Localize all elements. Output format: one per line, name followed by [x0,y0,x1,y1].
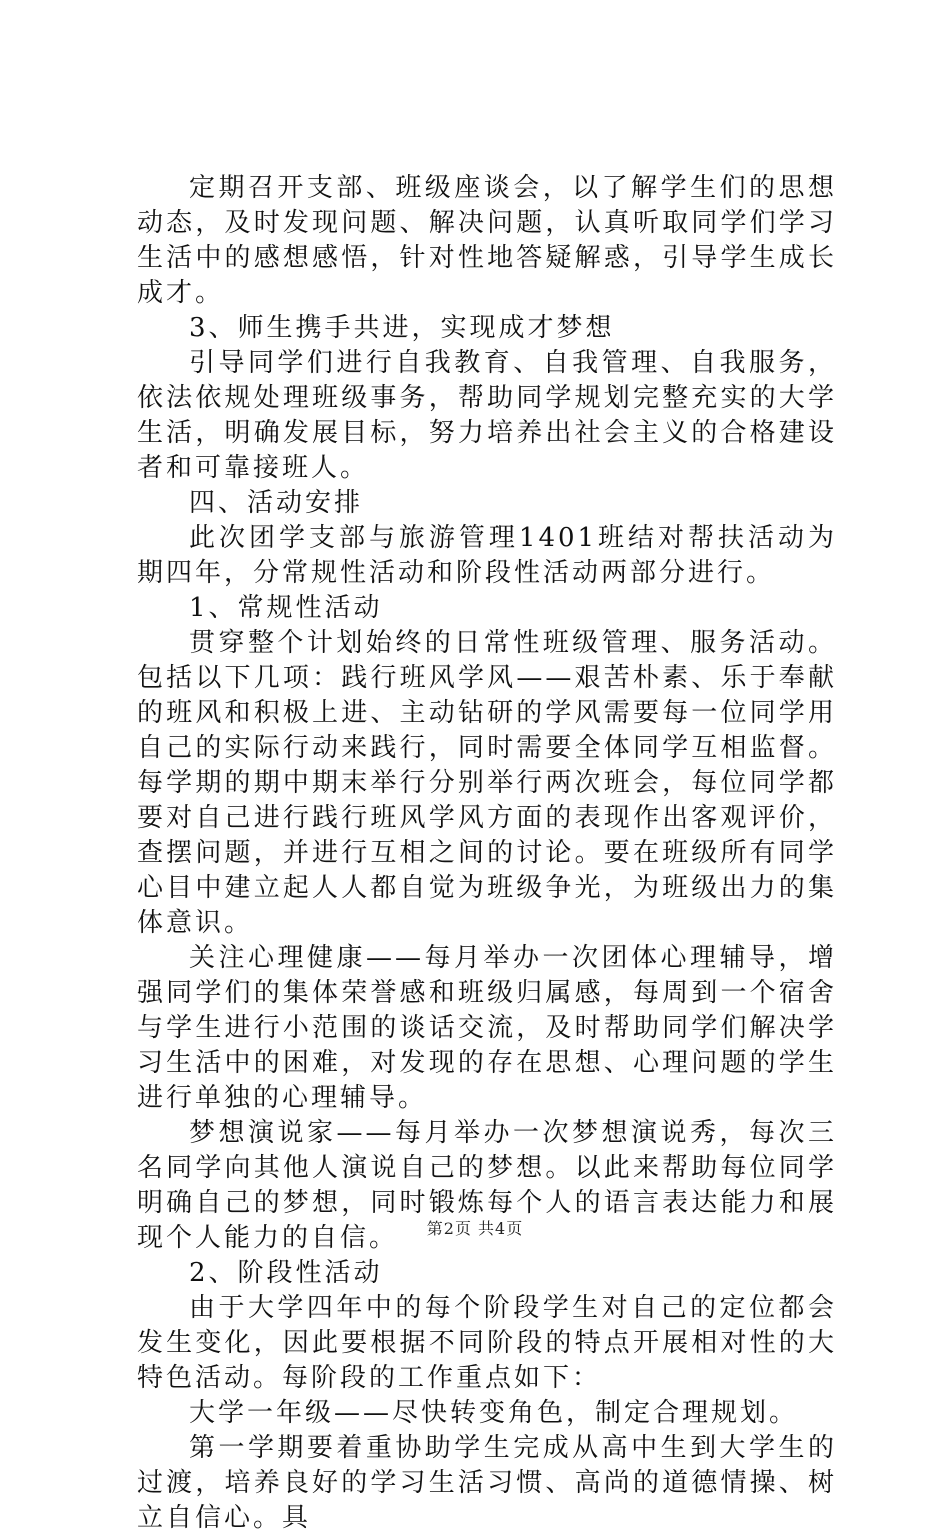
paragraph: 贯穿整个计划始终的日常性班级管理、服务活动。包括以下几项：践行班风学风——艰苦朴素、乐于奉献的班风和积极上进、主动钻研的学风需要每一位同学用自己的实际行动来践行，同时需要全体同学互相监督。每学期的期中期末举行分别举行两次班会，每位同学都要对自己进行践行班风学风方面的表现作出客观评价，查摆问题，并进行互相之间的讨论。要在班级所有同学心目中建立起人人都自觉为班级争光，为班级出力的集体意识。 [137,628,837,938]
document-body [137,171,837,1536]
section-heading: 3、师生携手共进，实现成才梦想 [189,313,615,343]
paragraph: 由于大学四年中的每个阶段学生对自己的定位都会发生变化，因此要根据不同阶段的特点开展相对性的大特色活动。每阶段的工作重点如下： [137,1293,837,1393]
paragraph: 关注心理健康——每月举办一次团体心理辅导，增强同学们的集体荣誉感和班级归属感，每周到一个宿舍与学生进行小范围的谈话交流，及时帮助同学们解决学习生活中的困难，对发现的存在思想、心理问题的学生进行单独的心理辅导。 [137,943,837,1113]
paragraph: 引导同学们进行自我教育、自我管理、自我服务，依法依规处理班级事务，帮助同学规划完整充实的大学生活，明确发展目标，努力培养出社会主义的合格建设者和可靠接班人。 [137,348,837,483]
paragraph: 此次团学支部与旅游管理1401班结对帮扶活动为期四年，分常规性活动和阶段性活动两部分进行。 [137,523,837,588]
paragraph: 第一学期要着重协助学生完成从高中生到大学生的过渡，培养良好的学习生活习惯、高尚的道德情操、树立自信心。具 [137,1433,837,1533]
section-heading: 2、阶段性活动 [189,1258,383,1288]
paragraph: 梦想演说家——每月举办一次梦想演说秀，每次三名同学向其他人演说自己的梦想。以此来帮助每位同学明确自己的梦想，同时锻炼每个人的语言表达能力和展现个人能力的自信。 [137,1118,837,1253]
paragraph: 定期召开支部、班级座谈会，以了解学生们的思想动态，及时发现问题、解决问题，认真听取同学们学习生活中的感想感悟，针对性地答疑解惑，引导学生成长成才。 [137,173,837,308]
page-number-footer: 第2页 共4页 [426,1219,524,1238]
section-heading: 1、常规性活动 [189,593,383,623]
paragraph: 大学一年级——尽快转变角色，制定合理规划。 [189,1398,799,1428]
section-heading: 四、活动安排 [189,488,364,518]
